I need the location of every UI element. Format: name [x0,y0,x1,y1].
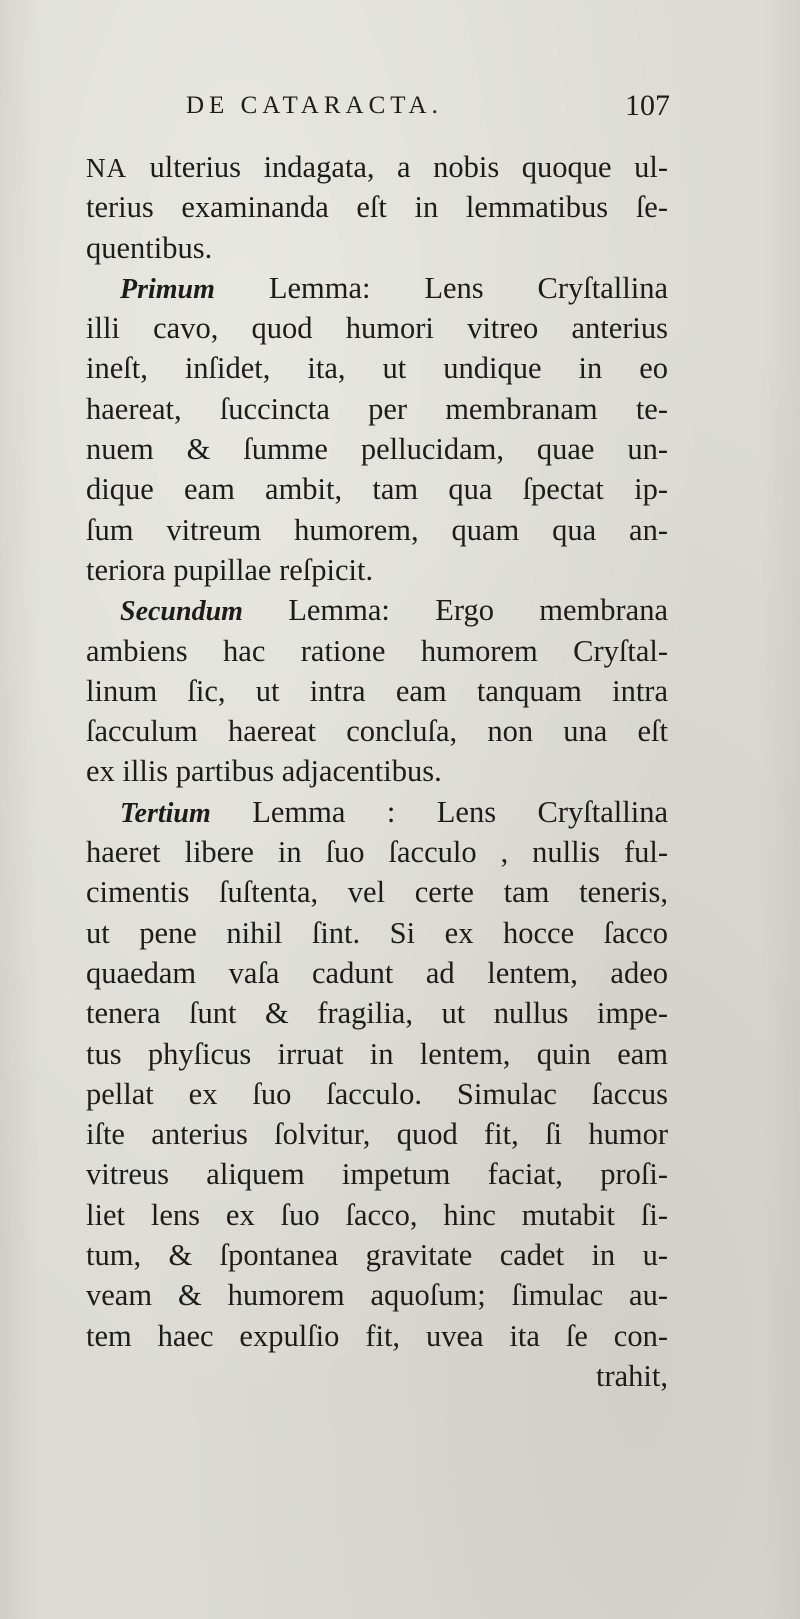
text-line: tem haec expulſio fit, uvea ita ſe con- [86,1318,668,1353]
text-line: Primum Lemma: Lens Cryſtallina [120,270,668,305]
text-line: tus phyſicus irruat in lentem, quin eam [86,1036,668,1071]
text-line: vitreus aliquem impetum faciat, proſi- [86,1157,668,1192]
text-line: ſum vitreum humorem, quam qua an- [86,512,668,547]
text-line: cimentis ſuſtenta, vel certe tam teneris, [86,875,668,910]
text-line: Tertium Lemma : Lens Cryſtallina [120,794,668,829]
text-line: linum ſic, ut intra eam tanquam intra [86,673,668,708]
text-line: ut pene nihil ſint. Si ex hocce ſacco [86,915,668,950]
text-line: ambiens hac ratione humorem Cryſtal- [86,633,668,668]
text-line: teriora pupillae reſpicit. [86,552,374,587]
body-text [86,147,668,1396]
text-line: quaedam vaſa cadunt ad lentem, adeo [86,955,668,990]
text-line: quentibus. [86,230,213,265]
text-line: pellat ex ſuo ſacculo. Simulac ſaccus [86,1076,668,1111]
text-line: illi cavo, quod humori vitreo anterius [86,311,668,346]
text-line: iſte anterius ſolvitur, quod fit, ſi humor [86,1117,668,1152]
text-line: Secundum Lemma: Ergo membrana [120,593,668,628]
continued-word: NA [86,153,127,183]
running-title: DE CATARACTA. [186,92,443,119]
catchword: trahit, [596,1358,668,1393]
text-line: NA ulterius indagata, a nobis quoque ul- [86,150,668,184]
text-line: haeret libere in ſuo ſacculo , nullis ful- [86,835,668,870]
running-head [186,86,670,126]
lemma-label: Primum [120,273,215,305]
text-line: veam & humorem aquoſum; ſimulac au- [86,1278,668,1313]
text-line: dique eam ambit, tam qua ſpectat ip- [86,472,668,507]
lemma-label: Tertium [120,797,211,829]
text-line: liet lens ex ſuo ſacco, hinc mutabit ſi- [86,1197,668,1232]
text-line: haereat, ſuccincta per membranam te- [86,391,668,426]
text-line: ex illis partibus adjacentibus. [86,754,442,789]
page-number: 107 [625,89,670,122]
text-line: terius examinanda eſt in lemmatibus ſe- [86,190,668,225]
lemma-label: Secundum [120,596,243,628]
text-line: tum, & ſpontanea gravitate cadet in u- [86,1238,668,1273]
text-line: tenera ſunt & fragilia, ut nullus impe- [86,996,668,1031]
text-line: ſacculum haereat concluſa, non una eſt [86,714,668,749]
text-line: nuem & ſumme pellucidam, quae un- [86,432,668,467]
text-line: ineſt, inſidet, ita, ut undique in eo [86,351,668,386]
